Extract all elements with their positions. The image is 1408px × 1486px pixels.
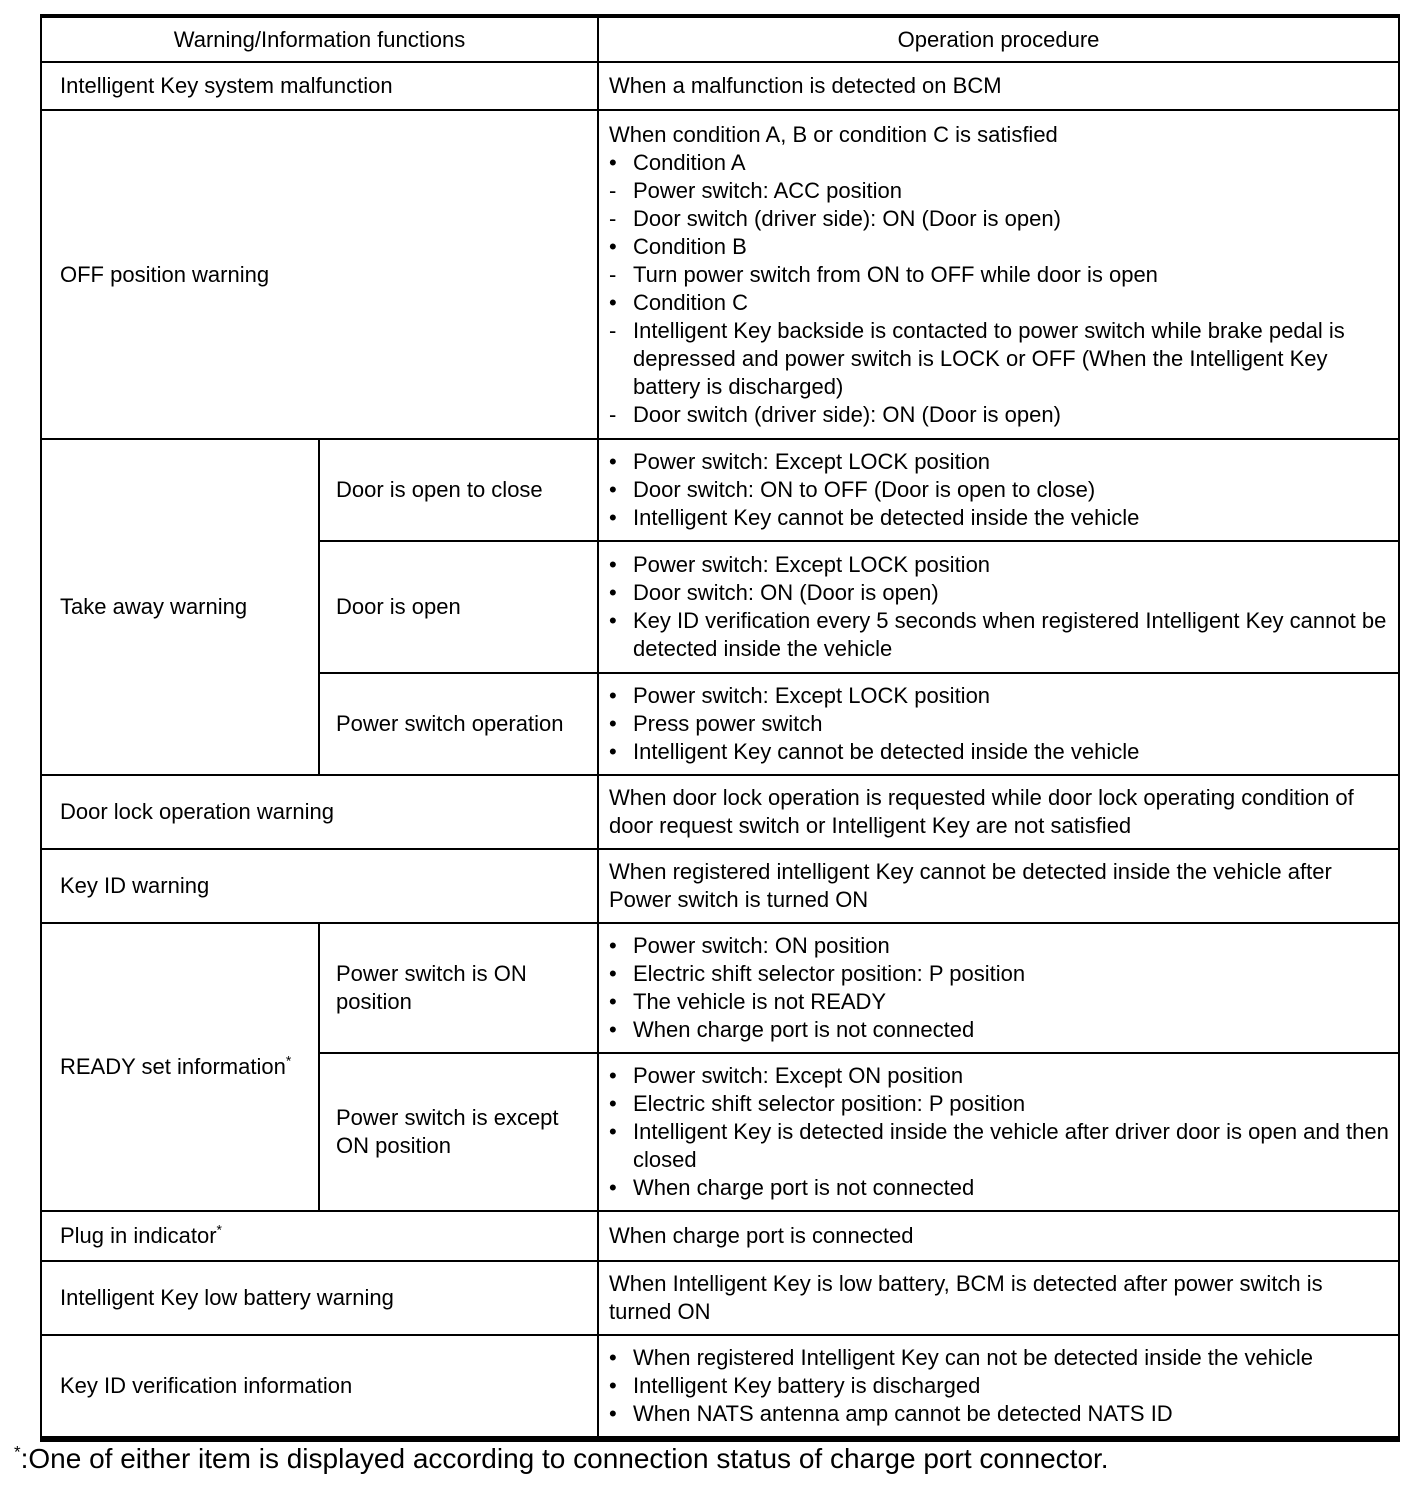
procedure-item bbox=[609, 1062, 1390, 1090]
footnote-text: :One of either item is displayed according to connection status of charge port connector. bbox=[20, 1443, 1109, 1474]
bullet-icon: • bbox=[609, 1091, 617, 1116]
procedure-item-text: When charge port is not connected bbox=[633, 1017, 975, 1042]
function-label bbox=[41, 1211, 598, 1261]
bullet-icon: • bbox=[609, 1119, 617, 1144]
header-functions: Warning/Information functions bbox=[41, 16, 598, 62]
bullet-icon: • bbox=[609, 1017, 617, 1042]
table-row bbox=[41, 923, 1399, 1053]
asterisk-marker: * bbox=[216, 1221, 222, 1238]
table-row bbox=[41, 62, 1399, 110]
procedure-item bbox=[609, 1118, 1390, 1174]
procedure-item bbox=[609, 738, 1390, 766]
procedure-list bbox=[609, 1344, 1390, 1428]
procedure-item-text: Intelligent Key cannot be detected inside the vehicle bbox=[633, 505, 1140, 530]
bullet-icon: • bbox=[609, 580, 617, 605]
bullet-icon: • bbox=[609, 449, 617, 474]
procedure-item bbox=[609, 607, 1390, 663]
procedure-list bbox=[609, 551, 1390, 663]
procedure-item-text: Electric shift selector position: P position bbox=[633, 961, 1026, 986]
footnote-asterisk: * bbox=[14, 1442, 21, 1462]
procedure-cell bbox=[598, 1335, 1399, 1439]
procedure-item-text: Electric shift selector position: P position bbox=[633, 1091, 1026, 1116]
subfunction-label: Door is open bbox=[319, 541, 598, 673]
bullet-icon: • bbox=[609, 505, 617, 530]
bullet-icon: • bbox=[609, 477, 617, 502]
subfunction-label: Power switch is ON position bbox=[319, 923, 598, 1053]
dash-icon: - bbox=[609, 261, 617, 287]
procedure-item-text: The vehicle is not READY bbox=[633, 989, 887, 1014]
procedure-item-text: Door switch (driver side): ON (Door is open) bbox=[633, 401, 1061, 427]
procedure-item-text: Door switch: ON to OFF (Door is open to close) bbox=[633, 477, 1096, 502]
procedure-item bbox=[609, 960, 1390, 988]
bullet-icon: • bbox=[609, 233, 617, 259]
procedure-text: When charge port is connected bbox=[598, 1211, 1399, 1261]
table-row bbox=[41, 849, 1399, 923]
function-label bbox=[41, 923, 319, 1211]
procedure-cell bbox=[598, 923, 1399, 1053]
procedure-item-text: Power switch: ON position bbox=[633, 933, 890, 958]
procedure-item bbox=[609, 579, 1390, 607]
bullet-icon: • bbox=[609, 1345, 617, 1370]
procedure-item-text: Condition C bbox=[633, 289, 748, 315]
bullet-icon: • bbox=[609, 1373, 617, 1398]
procedure-text: When registered intelligent Key cannot be detected inside the vehicle after Power switch is turned ON bbox=[598, 849, 1399, 923]
bullet-icon: • bbox=[609, 149, 617, 175]
procedure-item bbox=[609, 289, 1390, 317]
procedure-item bbox=[609, 1372, 1390, 1400]
procedure-item bbox=[609, 710, 1390, 738]
procedure-cell bbox=[598, 439, 1399, 541]
table-row bbox=[41, 439, 1399, 541]
bullet-icon: • bbox=[609, 1063, 617, 1088]
procedure-item-text: Turn power switch from ON to OFF while door is open bbox=[633, 261, 1158, 287]
bullet-icon: • bbox=[609, 961, 617, 986]
dash-icon: - bbox=[609, 401, 617, 427]
bullet-icon: • bbox=[609, 1175, 617, 1200]
bullet-icon: • bbox=[609, 711, 617, 736]
procedure-item-text: When condition A, B or condition C is satisfied bbox=[609, 121, 1058, 147]
procedure-item bbox=[609, 1344, 1390, 1372]
bullet-icon: • bbox=[609, 683, 617, 708]
procedure-item-text: Power switch: Except LOCK position bbox=[633, 683, 991, 708]
procedure-item bbox=[609, 401, 1390, 429]
procedure-list bbox=[609, 448, 1390, 532]
procedure-cell bbox=[598, 1053, 1399, 1211]
bullet-icon: • bbox=[609, 608, 617, 633]
dash-icon: - bbox=[609, 177, 617, 203]
table-row bbox=[41, 1261, 1399, 1335]
procedure-item bbox=[609, 504, 1390, 532]
procedure-item-text: When charge port is not connected bbox=[633, 1175, 975, 1200]
procedure-item bbox=[609, 448, 1390, 476]
procedure-text: When Intelligent Key is low battery, BCM is detected after power switch is turned ON bbox=[598, 1261, 1399, 1335]
procedure-item bbox=[609, 177, 1390, 205]
procedure-item bbox=[609, 988, 1390, 1016]
procedure-text: When a malfunction is detected on BCM bbox=[598, 62, 1399, 110]
asterisk-marker: * bbox=[285, 1052, 292, 1069]
bullet-icon: • bbox=[609, 289, 617, 315]
procedure-cell bbox=[598, 673, 1399, 775]
procedure-item-text: Intelligent Key cannot be detected inside the vehicle bbox=[633, 739, 1140, 764]
table-row bbox=[41, 110, 1399, 439]
bullet-icon: • bbox=[609, 989, 617, 1014]
procedure-item-text: When registered Intelligent Key can not be detected inside the vehicle bbox=[633, 1345, 1313, 1370]
procedure-item-text: Condition A bbox=[633, 149, 746, 175]
function-label-text: READY set information bbox=[60, 1054, 286, 1079]
procedure-item bbox=[609, 1174, 1390, 1202]
function-label: Take away warning bbox=[41, 439, 319, 775]
footnote bbox=[14, 1442, 1394, 1476]
function-label: Door lock operation warning bbox=[41, 775, 598, 849]
procedure-item-text: Power switch: Except LOCK position bbox=[633, 449, 991, 474]
dash-icon: - bbox=[609, 317, 617, 343]
function-label: Intelligent Key low battery warning bbox=[41, 1261, 598, 1335]
procedure-cell bbox=[598, 110, 1399, 439]
dash-icon: - bbox=[609, 205, 617, 231]
procedure-item-text: Power switch: Except LOCK position bbox=[633, 552, 991, 577]
procedure-text: When door lock operation is requested while door lock operating condition of door request switch or Intelligent Key are not satisfied bbox=[598, 775, 1399, 849]
procedure-item bbox=[609, 476, 1390, 504]
procedure-item-text: Intelligent Key is detected inside the vehicle after driver door is open and then closed bbox=[633, 1119, 1389, 1172]
procedure-cell bbox=[598, 541, 1399, 673]
procedure-item-text: Key ID verification every 5 seconds when registered Intelligent Key cannot be detected inside the vehicle bbox=[633, 608, 1387, 661]
procedure-item bbox=[609, 205, 1390, 233]
procedure-item bbox=[609, 317, 1390, 401]
function-label: OFF position warning bbox=[41, 110, 598, 439]
table-header-row bbox=[41, 16, 1399, 62]
bullet-icon: • bbox=[609, 1401, 617, 1426]
table-row bbox=[41, 775, 1399, 849]
procedure-item bbox=[609, 682, 1390, 710]
subfunction-label: Power switch is except ON position bbox=[319, 1053, 598, 1211]
procedure-list bbox=[609, 932, 1390, 1044]
procedure-item bbox=[609, 233, 1390, 261]
function-label: Key ID verification information bbox=[41, 1335, 598, 1439]
function-label: Intelligent Key system malfunction bbox=[41, 62, 598, 110]
procedure-item bbox=[609, 932, 1390, 960]
procedure-item bbox=[609, 121, 1390, 149]
procedure-list bbox=[609, 121, 1390, 429]
procedure-list bbox=[609, 1062, 1390, 1202]
procedure-item bbox=[609, 261, 1390, 289]
procedure-item-text: Intelligent Key battery is discharged bbox=[633, 1373, 981, 1398]
bullet-icon: • bbox=[609, 552, 617, 577]
table-row bbox=[41, 1211, 1399, 1261]
table-row bbox=[41, 1335, 1399, 1439]
procedure-item-text: Condition B bbox=[633, 233, 747, 259]
procedure-item-text: Door switch: ON (Door is open) bbox=[633, 580, 939, 605]
procedure-item bbox=[609, 1090, 1390, 1118]
warning-information-table bbox=[40, 14, 1400, 1442]
bullet-icon: • bbox=[609, 933, 617, 958]
procedure-item bbox=[609, 1400, 1390, 1428]
procedure-item-text: Power switch: Except ON position bbox=[633, 1063, 964, 1088]
function-label-text: Plug in indicator bbox=[60, 1223, 217, 1248]
procedure-item-text: When NATS antenna amp cannot be detected NATS ID bbox=[633, 1401, 1173, 1426]
procedure-item-text: Power switch: ACC position bbox=[633, 177, 902, 203]
procedure-list bbox=[609, 682, 1390, 766]
procedure-item-text: Intelligent Key backside is contacted to power switch while brake pedal is depressed and power switch is LOCK or OFF (When the Intelligent Key battery is discharged) bbox=[633, 317, 1345, 399]
procedure-item-text: Press power switch bbox=[633, 711, 823, 736]
procedure-item bbox=[609, 149, 1390, 177]
function-label: Key ID warning bbox=[41, 849, 598, 923]
bullet-icon: • bbox=[609, 739, 617, 764]
header-procedure: Operation procedure bbox=[598, 16, 1399, 62]
procedure-item-text: Door switch (driver side): ON (Door is open) bbox=[633, 205, 1061, 231]
procedure-item bbox=[609, 1016, 1390, 1044]
procedure-item bbox=[609, 551, 1390, 579]
subfunction-label: Door is open to close bbox=[319, 439, 598, 541]
subfunction-label: Power switch operation bbox=[319, 673, 598, 775]
